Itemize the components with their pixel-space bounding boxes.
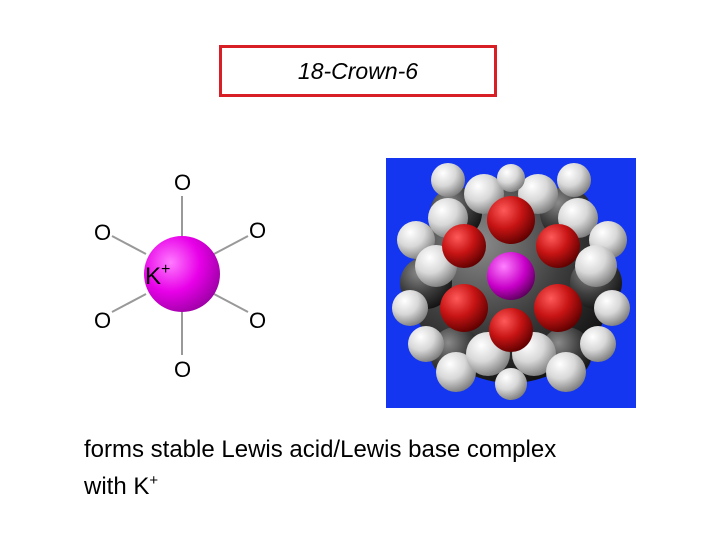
oxygen-label-upper-right: O — [249, 218, 267, 243]
caption-charge: + — [149, 472, 159, 489]
oxygen-label-upper-left: O — [94, 220, 112, 245]
bond-upper-left — [112, 236, 146, 254]
caption-line-1: forms stable Lewis acid/Lewis base complex — [84, 436, 557, 463]
caption-line-2-text: with K — [84, 473, 150, 500]
potassium-atom — [487, 252, 535, 300]
oxygen-label-lower-left: O — [94, 308, 112, 333]
bond-lower-right — [214, 294, 248, 312]
coordination-diagram — [0, 0, 380, 400]
page-title: 18-Crown-6 — [297, 57, 419, 84]
oxygen-label-lower-right: O — [249, 308, 267, 333]
oxygen-label-bottom: O — [174, 357, 192, 382]
cation-label: K+ — [145, 261, 171, 290]
bond-upper-right — [214, 236, 248, 254]
space-filling-model — [386, 158, 636, 408]
bond-lower-left — [112, 294, 146, 312]
caption — [84, 434, 704, 502]
space-filling-model-image — [386, 158, 636, 408]
caption-line-2 — [84, 465, 704, 502]
oxygen-label-top: O — [174, 170, 192, 195]
